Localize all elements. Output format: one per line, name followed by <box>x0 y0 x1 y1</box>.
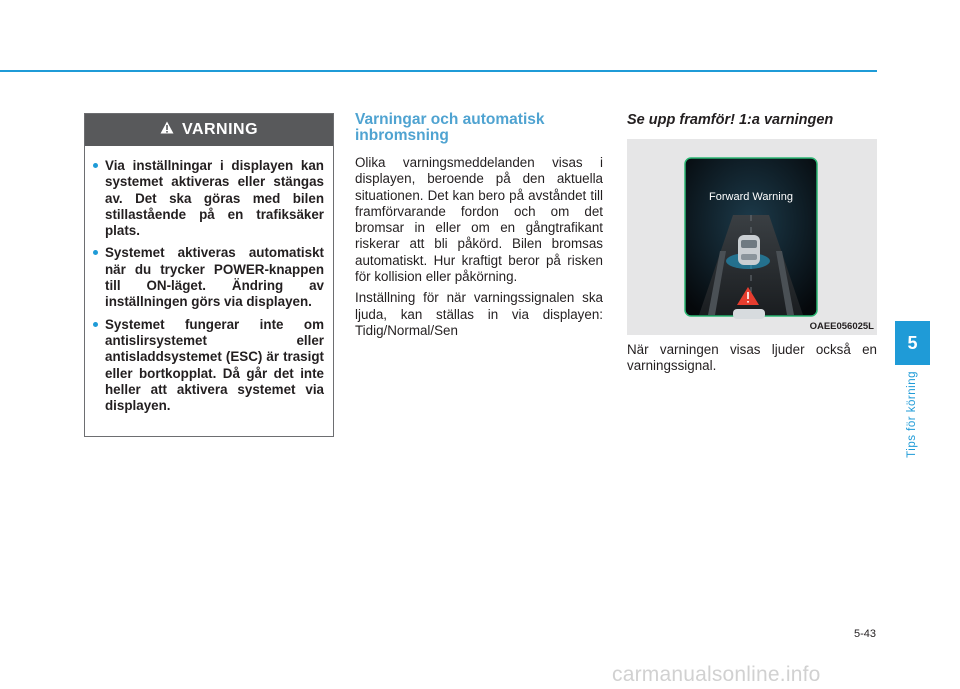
figure-code: OAEE056025L <box>809 321 874 332</box>
chapter-tab: 5 <box>895 321 930 365</box>
page-number: 5-43 <box>853 628 876 640</box>
forward-warning-illustration <box>627 139 877 335</box>
section-paragraph: Inställning för när varningssignalen ska ljuda, kan ställas in via displayen: Tidig/Normal/Sen <box>355 290 603 338</box>
header-rule <box>0 70 877 72</box>
after-figure-text: När varningen visas ljuder också en varningssignal. <box>627 342 877 374</box>
display-text: Forward Warning <box>709 191 793 203</box>
warning-title: VARNING <box>181 121 259 138</box>
warning-list <box>85 146 333 414</box>
warning-item: Systemet fungerar inte om antislirsystemet eller antisladdsystemet (ESC) är trasigt eller bortkopplat. Då går det inte heller att aktivera systemet via displayen. <box>105 316 324 414</box>
chapter-label: Tips för körning <box>906 371 918 458</box>
warning-item: Via inställningar i displayen kan systemet aktiveras eller stängas av. Det ska göras med bilen stillastående på en trafiksäker plats. <box>105 158 324 239</box>
warning-triangle-icon <box>160 121 174 139</box>
subsection-title: Se upp framför! 1:a varningen <box>627 112 834 128</box>
section-paragraph: Olika varningsmeddelanden visas i displayen, beroende på den aktuella situationen. Det kan bero på avståndet till framförvarande fordon och om det bromsar in eller om en gångtrafikant riskerar att bli påkörd. Bilen bromsas automatiskt. Hur kraftigt beror på risken för kollision eller påkörning. <box>355 155 603 285</box>
warning-box <box>84 113 334 437</box>
main-column <box>355 112 603 344</box>
right-column <box>627 112 877 374</box>
watermark: carmanualsonline.info <box>612 663 821 686</box>
forward-warning-figure <box>627 139 877 335</box>
warning-item: Systemet aktiveras automatiskt när du trycker POWER-knappen till ON-läget. Ändring av inställningen görs via displayen. <box>105 245 324 310</box>
warning-header <box>85 114 333 146</box>
section-title: Varningar och automatisk inbromsning <box>355 111 545 144</box>
